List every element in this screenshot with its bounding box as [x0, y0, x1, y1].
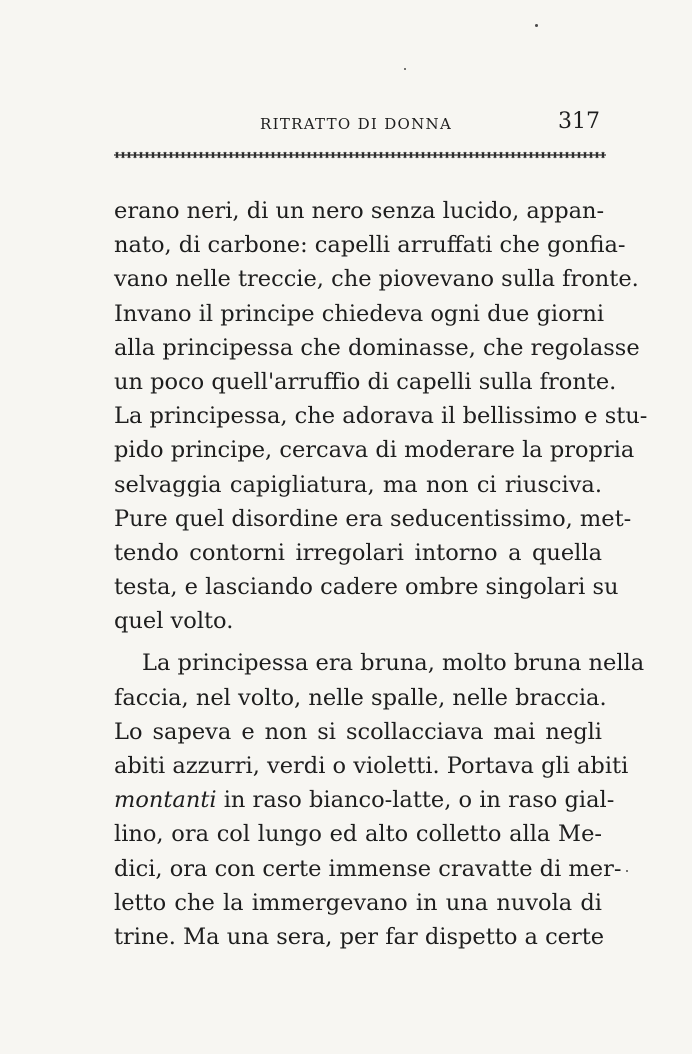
paper-speck	[535, 24, 538, 27]
text-line: un poco quell'arruffio di capelli sulla fronte.	[114, 368, 617, 395]
text-line-with-italic	[114, 783, 615, 817]
text-line: pido principe, cercava di moderare la propria	[114, 437, 635, 464]
text-line: nato, di carbone: capelli arruffati che gonfia-	[114, 232, 626, 259]
body-text	[114, 194, 648, 954]
text-line-rest: in raso bianco-latte, o in raso gial-	[223, 787, 615, 814]
paragraph-2	[114, 646, 645, 954]
text-line: lino, ora col lungo ed alto colletto alla Me-	[114, 821, 602, 848]
running-title: RITRATTO DI DONNA	[260, 115, 453, 133]
text-line: La principessa era bruna, molto bruna nella	[142, 650, 645, 677]
text-line: dici, ora con certe immense cravatte di mer-	[114, 855, 622, 882]
text-line: alla principessa che dominasse, che regolasse	[114, 334, 640, 361]
text-line: quel volto.	[114, 608, 234, 635]
text-line: selvaggia capigliatura, ma non ci riusciva.	[114, 471, 602, 498]
text-line: vano nelle treccie, che piovevano sulla fronte.	[114, 266, 639, 293]
text-line: tendo contorni irregolari intorno a quella	[114, 539, 602, 566]
text-line: letto che la immergevano in una nuvola di	[114, 889, 602, 916]
text-line: Pure quel disordine era seducentissimo, met-	[114, 505, 632, 532]
paragraph-1	[114, 194, 648, 638]
ornamental-rule	[114, 150, 606, 160]
text-line: Lo sapeva e non si scollacciava mai negli	[114, 718, 602, 745]
text-line: faccia, nel volto, nelle spalle, nelle braccia.	[114, 684, 607, 711]
text-line: erano neri, di un nero senza lucido, appan-	[114, 198, 605, 224]
text-line: trine. Ma una sera, per far dispetto a certe	[114, 923, 605, 950]
paper-speck	[626, 870, 628, 872]
text-line: La principessa, che adorava il bellissimo e stu-	[114, 403, 648, 430]
text-line: abiti azzurri, verdi o violetti. Portava gli abiti	[114, 753, 629, 779]
text-line: Invano il principe chiedeva ogni due giorni	[114, 300, 605, 327]
page-number: 317	[558, 109, 600, 134]
page-header	[116, 109, 604, 142]
paper-speck	[404, 68, 406, 70]
italic-word: montanti	[114, 787, 217, 814]
ornamental-rule-pattern	[114, 150, 606, 160]
text-line: testa, e lasciando cadere ombre singolari su	[114, 574, 619, 601]
